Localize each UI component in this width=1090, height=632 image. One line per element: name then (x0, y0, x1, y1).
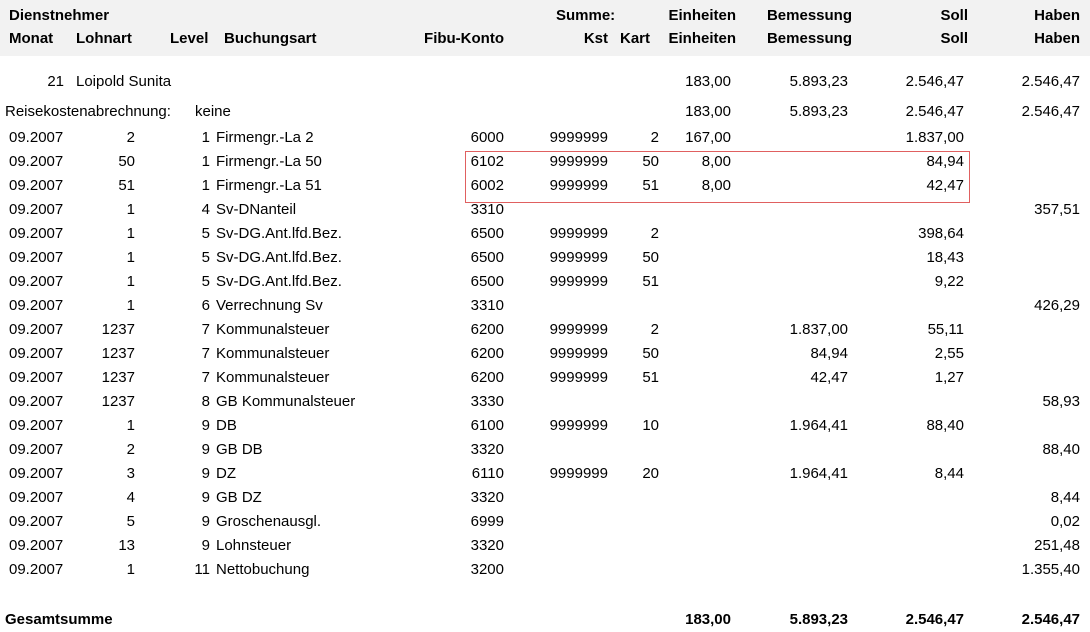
row-13-soll: 88,40 (926, 417, 964, 434)
row-12-fibu: 3330 (470, 393, 504, 410)
employee-bemessung: 5.893,23 (789, 73, 848, 90)
row-6-monat: 09.2007 (9, 249, 64, 266)
row-9-kst: 9999999 (549, 321, 608, 338)
row-16-buchungsart: GB DZ (216, 489, 262, 506)
row-4-fibu: 3310 (470, 201, 504, 218)
row-7-lohnart: 1 (126, 273, 135, 290)
row-9-soll: 55,11 (927, 321, 964, 338)
row-19-fibu: 3200 (470, 561, 504, 578)
header-haben-1: Haben (1034, 7, 1080, 24)
row-16-lohnart: 4 (126, 489, 135, 506)
row-16-haben: 8,44 (1050, 489, 1080, 506)
row-9-lohnart: 1237 (101, 321, 135, 338)
employee-name: Loipold Sunita (76, 73, 172, 90)
row-5-soll: 398,64 (918, 225, 964, 242)
row-15-kart: 20 (642, 465, 659, 482)
total-haben: 2.546,47 (1021, 611, 1080, 628)
row-6-fibu: 6500 (470, 249, 504, 266)
header-dienstnehmer: Dienstnehmer (9, 7, 110, 24)
row-8-monat: 09.2007 (9, 297, 64, 314)
header-haben-2: Haben (1034, 30, 1080, 47)
row-2-einheiten: 8,00 (701, 153, 731, 170)
row-12-buchungsart: GB Kommunalsteuer (216, 393, 356, 410)
row-6-soll: 18,43 (926, 249, 964, 266)
row-4-haben: 357,51 (1034, 201, 1080, 218)
row-13-kart: 10 (642, 417, 659, 434)
row-15-level: 9 (201, 465, 210, 482)
row-1-fibu: 6000 (470, 129, 504, 146)
row-13-level: 9 (201, 417, 210, 434)
row-19-monat: 09.2007 (9, 561, 64, 578)
row-4-buchungsart: Sv-DNanteil (216, 201, 297, 218)
row-14-lohnart: 2 (126, 441, 135, 458)
row-19-buchungsart: Nettobuchung (216, 561, 310, 578)
row-11-level: 7 (201, 369, 210, 386)
row-3-fibu: 6002 (470, 177, 504, 194)
row-8-haben: 426,29 (1034, 297, 1080, 314)
total-einheiten: 183,00 (685, 611, 731, 628)
row-1-lohnart: 2 (126, 129, 135, 146)
row-8-fibu: 3310 (470, 297, 504, 314)
header-bemessung-2: Bemessung (766, 30, 852, 47)
row-3-lohnart: 51 (118, 177, 135, 194)
row-10-bemessung: 84,94 (810, 345, 848, 362)
row-8-buchungsart: Verrechnung Sv (216, 297, 323, 314)
row-2-kart: 50 (642, 153, 659, 170)
row-3-buchungsart: Firmengr.-La 51 (216, 177, 322, 194)
row-10-fibu: 6200 (470, 345, 504, 362)
row-7-soll: 9,22 (934, 273, 964, 290)
employee-einheiten: 183,00 (685, 73, 731, 90)
row-16-level: 9 (201, 489, 210, 506)
reise-bemessung: 5.893,23 (789, 103, 848, 120)
row-15-kst: 9999999 (549, 465, 608, 482)
row-3-monat: 09.2007 (9, 177, 64, 194)
row-19-lohnart: 1 (126, 561, 135, 578)
row-6-buchungsart: Sv-DG.Ant.lfd.Bez. (216, 249, 342, 266)
row-13-buchungsart: DB (216, 417, 237, 434)
row-13-kst: 9999999 (549, 417, 608, 434)
row-6-level: 5 (201, 249, 210, 266)
row-11-bemessung: 42,47 (810, 369, 848, 386)
row-12-monat: 09.2007 (9, 393, 64, 410)
row-10-soll: 2,55 (934, 345, 964, 362)
reise-haben: 2.546,47 (1021, 103, 1080, 120)
row-15-lohnart: 3 (126, 465, 135, 482)
row-19-haben: 1.355,40 (1021, 561, 1080, 578)
row-16-fibu: 3320 (470, 489, 504, 506)
row-4-lohnart: 1 (126, 201, 135, 218)
header-soll-2: Soll (940, 30, 968, 47)
row-5-kst: 9999999 (549, 225, 608, 242)
row-7-kart: 51 (642, 273, 659, 290)
row-4-monat: 09.2007 (9, 201, 64, 218)
row-1-kart: 2 (650, 129, 659, 146)
row-13-lohnart: 1 (126, 417, 135, 434)
header-kst: Kst (583, 30, 608, 47)
row-7-kst: 9999999 (549, 273, 608, 290)
employee-number: 21 (47, 73, 64, 90)
row-18-fibu: 3320 (470, 537, 504, 554)
row-19-level: 11 (194, 561, 210, 578)
row-14-fibu: 3320 (470, 441, 504, 458)
row-9-kart: 2 (650, 321, 659, 338)
total-bemessung: 5.893,23 (789, 611, 848, 628)
row-10-lohnart: 1237 (101, 345, 135, 362)
row-10-kst: 9999999 (549, 345, 608, 362)
row-4-level: 4 (201, 201, 210, 218)
row-17-haben: 0,02 (1050, 513, 1080, 530)
row-1-monat: 09.2007 (9, 129, 64, 146)
row-7-buchungsart: Sv-DG.Ant.lfd.Bez. (216, 273, 342, 290)
row-10-monat: 09.2007 (9, 345, 64, 362)
row-12-haben: 58,93 (1042, 393, 1080, 410)
header-einheiten-1: Einheiten (668, 7, 736, 24)
row-11-fibu: 6200 (470, 369, 504, 386)
row-18-monat: 09.2007 (9, 537, 64, 554)
row-5-kart: 2 (650, 225, 659, 242)
row-11-monat: 09.2007 (9, 369, 64, 386)
row-2-fibu: 6102 (470, 153, 504, 170)
row-7-fibu: 6500 (470, 273, 504, 290)
row-12-level: 8 (201, 393, 210, 410)
row-9-level: 7 (201, 321, 210, 338)
header-kart: Kart (619, 30, 650, 47)
reise-value: keine (195, 103, 231, 120)
row-8-lohnart: 1 (126, 297, 135, 314)
reise-label: Reisekostenabrechnung: (5, 103, 171, 120)
row-1-kst: 9999999 (549, 129, 608, 146)
row-14-buchungsart: GB DB (216, 441, 263, 458)
header-monat: Monat (9, 30, 54, 47)
row-7-level: 5 (201, 273, 210, 290)
row-2-lohnart: 50 (118, 153, 135, 170)
row-15-soll: 8,44 (934, 465, 964, 482)
row-3-kart: 51 (642, 177, 659, 194)
header-bemessung-1: Bemessung (766, 7, 852, 24)
row-7-monat: 09.2007 (9, 273, 64, 290)
header-fibu-konto: Fibu-Konto (424, 30, 504, 47)
employee-soll: 2.546,47 (905, 73, 964, 90)
row-17-monat: 09.2007 (9, 513, 64, 530)
header-summe: Summe: (556, 7, 616, 24)
row-10-level: 7 (201, 345, 210, 362)
header-soll-1: Soll (940, 7, 968, 24)
row-8-level: 6 (201, 297, 210, 314)
row-16-monat: 09.2007 (9, 489, 64, 506)
employee-haben: 2.546,47 (1021, 73, 1080, 90)
total-soll: 2.546,47 (905, 611, 964, 628)
row-2-kst: 9999999 (549, 153, 608, 170)
row-15-bemessung: 1.964,41 (789, 465, 848, 482)
row-5-monat: 09.2007 (9, 225, 64, 242)
row-14-monat: 09.2007 (9, 441, 64, 458)
row-2-monat: 09.2007 (9, 153, 64, 170)
row-10-buchungsart: Kommunalsteuer (216, 345, 330, 362)
row-11-lohnart: 1237 (101, 369, 135, 386)
row-12-lohnart: 1237 (101, 393, 135, 410)
row-15-fibu: 6110 (471, 465, 504, 482)
row-11-kst: 9999999 (549, 369, 608, 386)
row-18-haben: 251,48 (1034, 537, 1080, 554)
row-2-soll: 84,94 (926, 153, 964, 170)
row-14-haben: 88,40 (1042, 441, 1080, 458)
row-3-level: 1 (201, 177, 210, 194)
row-1-buchungsart: Firmengr.-La 2 (216, 129, 314, 146)
row-10-kart: 50 (642, 345, 659, 362)
row-11-buchungsart: Kommunalsteuer (216, 369, 330, 386)
row-9-bemessung: 1.837,00 (789, 321, 848, 338)
row-18-lohnart: 13 (118, 537, 135, 554)
row-3-kst: 9999999 (549, 177, 608, 194)
row-5-buchungsart: Sv-DG.Ant.lfd.Bez. (216, 225, 342, 242)
row-5-level: 5 (201, 225, 210, 242)
header-level: Level (170, 30, 209, 47)
row-17-lohnart: 5 (126, 513, 135, 530)
row-9-monat: 09.2007 (9, 321, 64, 338)
row-17-level: 9 (201, 513, 210, 530)
row-9-buchungsart: Kommunalsteuer (216, 321, 330, 338)
row-6-kst: 9999999 (549, 249, 608, 266)
reise-einheiten: 183,00 (685, 103, 731, 120)
row-5-lohnart: 1 (126, 225, 135, 242)
row-1-einheiten: 167,00 (685, 129, 731, 146)
highlight-box (465, 151, 970, 203)
row-5-fibu: 6500 (470, 225, 504, 242)
row-15-buchungsart: DZ (216, 465, 236, 482)
row-6-lohnart: 1 (126, 249, 135, 266)
row-13-fibu: 6100 (470, 417, 504, 434)
row-9-fibu: 6200 (470, 321, 504, 338)
row-1-level: 1 (201, 129, 210, 146)
row-6-kart: 50 (642, 249, 659, 266)
row-11-kart: 51 (642, 369, 659, 386)
header-lohnart: Lohnart (76, 30, 132, 47)
header-buchungsart: Buchungsart (224, 30, 317, 47)
row-17-fibu: 6999 (470, 513, 504, 530)
row-2-level: 1 (201, 153, 210, 170)
row-18-level: 9 (201, 537, 210, 554)
row-13-monat: 09.2007 (9, 417, 64, 434)
row-3-einheiten: 8,00 (701, 177, 731, 194)
total-label: Gesamtsumme (5, 611, 113, 628)
row-15-monat: 09.2007 (9, 465, 64, 482)
row-2-buchungsart: Firmengr.-La 50 (216, 153, 322, 170)
row-13-bemessung: 1.964,41 (789, 417, 848, 434)
row-17-buchungsart: Groschenausgl. (216, 513, 322, 530)
row-11-soll: 1,27 (934, 369, 964, 386)
reise-soll: 2.546,47 (905, 103, 964, 120)
row-18-buchungsart: Lohnsteuer (216, 537, 292, 554)
header-einheiten-2: Einheiten (668, 30, 736, 47)
row-1-soll: 1.837,00 (905, 129, 964, 146)
row-14-level: 9 (201, 441, 210, 458)
row-3-soll: 42,47 (926, 177, 964, 194)
